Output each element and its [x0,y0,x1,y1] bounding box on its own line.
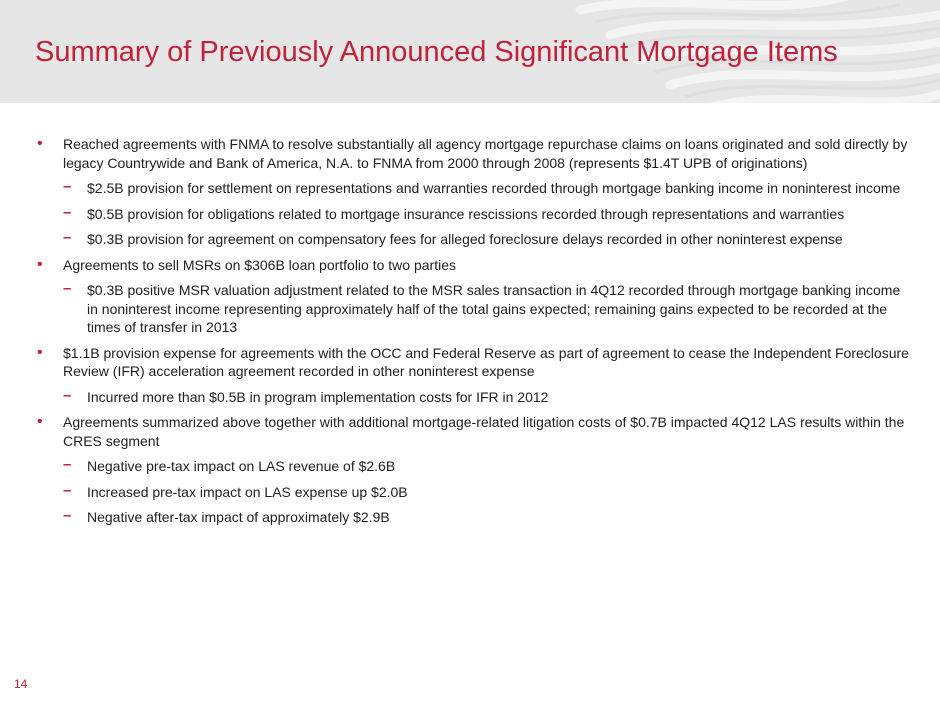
sub-bullet-text: Increased pre-tax impact on LAS expense up $2.0B [87,483,408,500]
page-number: 14 [14,677,28,691]
bullet-dot-icon: • [37,343,43,361]
dash-icon: – [63,386,72,404]
sub-bullet-text: $2.5B provision for settlement on representations and warranties recorded through mortgage banking income in noninterest income [87,180,901,196]
bullet-text: Reached agreements with FNMA to resolve substantially all agency mortgage repurchase claims on loans originated and sold directly by legacy Countrywide and Bank of America, N.A. to FNMA from 2000 through 2008 (represents $1.4T UPB of originations) [63,136,908,171]
bullet-item [30,135,910,172]
dash-icon: – [63,203,72,221]
sub-bullet-text: Negative after-tax impact of approximately $2.9B [87,509,390,525]
page-title: Summary of Previously Announced Significant Mortgage Items [35,36,838,68]
bullet-dot-icon: • [37,255,43,273]
sub-bullet-item [30,281,910,337]
dash-icon: – [63,481,72,499]
sub-bullet-item [30,179,910,198]
sub-bullet-text: Negative pre-tax impact on LAS revenue of $2.6B [87,458,396,474]
dash-icon: – [63,178,72,195]
sub-bullet-text: Incurred more than $0.5B in program implementation costs for IFR in 2012 [87,388,549,405]
sub-bullet-text: $0.3B provision for agreement on compensatory fees for alleged foreclosure delays recorded in other noninterest expense [87,231,843,247]
bullet-item [30,344,910,381]
bullet-text: $1.1B provision expense for agreements with the OCC and Federal Reserve as part of agreement to cease the Independent Foreclosure Review (IFR) acceleration agreement recorded in other noninterest expense [63,344,909,379]
sub-bullet-item [30,457,910,476]
dash-icon: – [63,456,72,473]
sub-bullet-item [30,205,910,224]
sub-bullet-item [30,483,910,502]
bullet-item [30,256,910,275]
header-banner [0,0,940,103]
bullet-item [30,413,910,450]
bullet-dot-icon: • [37,413,43,430]
sub-bullet-text: $0.3B positive MSR valuation adjustment related to the MSR sales transaction in 4Q12 recorded through mortgage banking income in noninterest income representing approximately half of the total gains expected; remaining gains expected to be recorded at the times of transfer in 2013 [87,282,901,335]
dash-icon: – [63,507,72,524]
dash-icon: – [63,229,72,246]
bullet-text: Agreements to sell MSRs on $306B loan portfolio to two parties [63,256,456,273]
sub-bullet-text: $0.5B provision for obligations related to mortgage insurance rescissions recorded through representations and warranties [87,205,845,222]
bullet-dot-icon: • [37,135,43,152]
sub-bullet-item [30,508,910,527]
bullet-list [30,135,910,534]
dash-icon: – [63,280,72,297]
sub-bullet-item [30,230,910,249]
sub-bullet-item [30,388,910,407]
bullet-text: Agreements summarized above together with additional mortgage-related litigation costs of $0.7B impacted 4Q12 LAS results within the CRES segment [63,414,905,449]
